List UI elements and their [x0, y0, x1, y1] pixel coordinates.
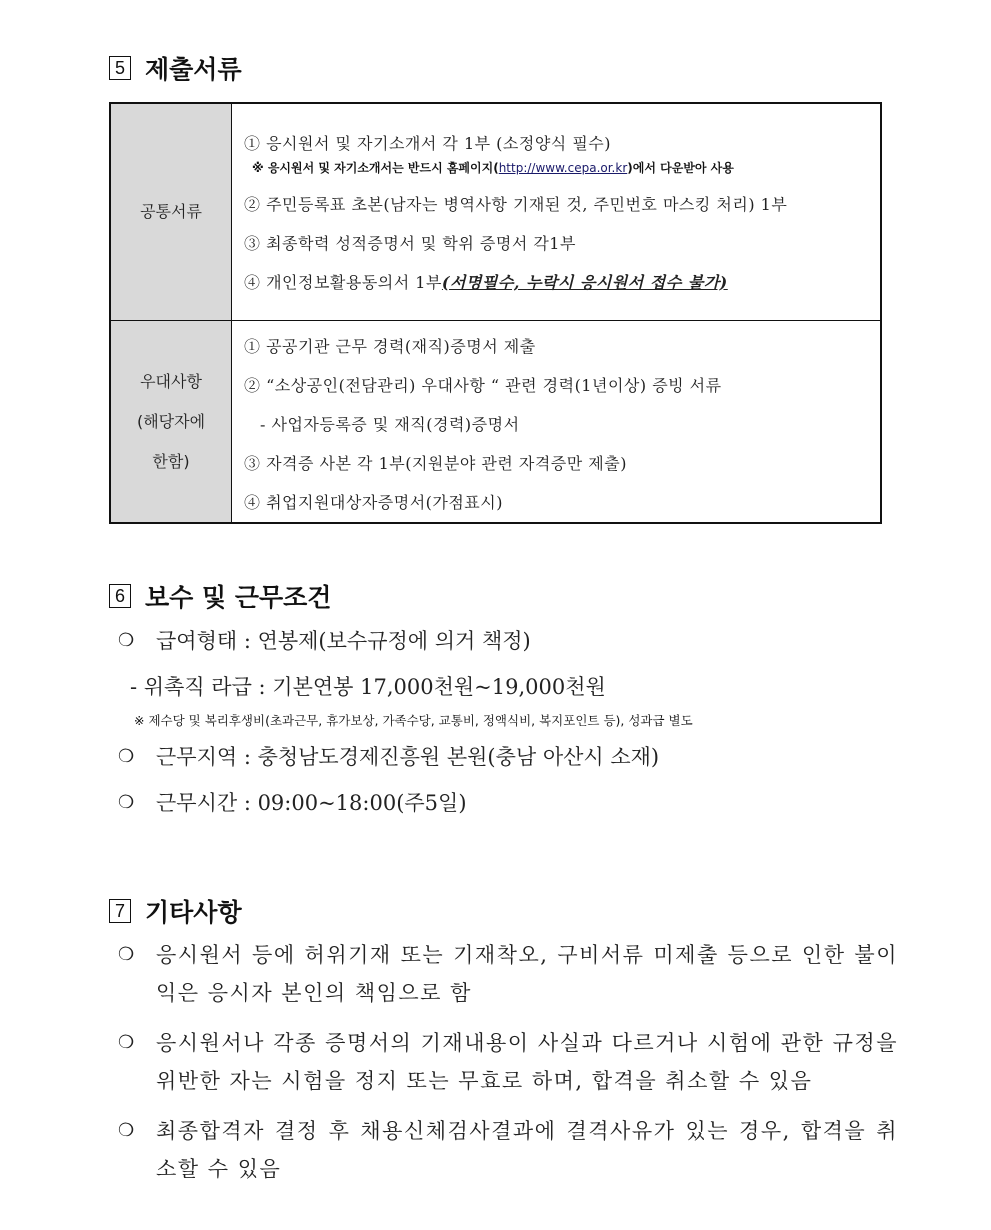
label-line: 우대사항 — [140, 371, 202, 391]
pay-type: 급여형태 : 연봉제(보수규정에 의거 책정) — [156, 629, 531, 653]
circle-bullet-icon: ❍ — [118, 630, 135, 651]
note-text: 응시원서나 각종 증명서의 기재내용이 사실과 다르거나 시험에 관한 규정을 위반한 자는 시험을 정지 또는 무효로 하며, 합격을 취소할 수 있음 — [156, 1031, 898, 1093]
row-label-preference — [110, 321, 232, 524]
list-item — [118, 1024, 898, 1100]
list-item — [118, 668, 898, 706]
work-hours: 근무시간 : 09:00~18:00(주5일) — [156, 791, 467, 815]
circle-bullet-icon: ❍ — [118, 1120, 135, 1141]
list-item — [118, 738, 898, 776]
section-title: 기타사항 — [145, 898, 242, 927]
list-item: ② 주민등록표 초본(남자는 병역사항 기재된 것, 주민번호 마스킹 처리) 1부 — [244, 194, 788, 214]
label-line: 한함) — [152, 451, 190, 471]
section-number: 5 — [109, 56, 131, 80]
list-item — [244, 263, 880, 302]
label-line: (해당자에 — [136, 411, 206, 431]
list-item — [118, 936, 898, 1012]
list-item: ② “소상공인(전담관리) 우대사항 “ 관련 경력(1년이상) 증빙 서류 — [244, 376, 722, 395]
list-item: ③ 자격증 사본 각 1부(지원분야 관련 자격증만 제출) — [244, 454, 627, 473]
work-location: 근무지역 : 충청남도경제진흥원 본원(충남 아산시 소재) — [156, 745, 660, 769]
allowance-note: ※ 제수당 및 복리후생비(초과근무, 휴가보상, 가족수당, 교통비, 정액식비, 복지포인트 등), 성과급 별도 — [134, 713, 693, 728]
circle-bullet-icon: ❍ — [118, 944, 135, 965]
list-item: ① 공공기관 근무 경력(재직)증명서 제출 — [244, 337, 536, 356]
section-number: 7 — [109, 899, 131, 923]
row-label-common: 공통서류 — [110, 103, 232, 321]
download-note — [244, 159, 880, 185]
section-title: 제출서류 — [145, 55, 242, 84]
circle-bullet-icon: ❍ — [118, 746, 135, 767]
section-title: 보수 및 근무조건 — [145, 583, 332, 612]
work-conditions — [118, 622, 898, 822]
grade-salary: - 위촉직 라급 : 기본연봉 17,000천원~19,000천원 — [130, 675, 606, 699]
item-text: ④ 개인정보활용동의서 1부 — [244, 272, 442, 292]
table-row — [110, 103, 881, 321]
list-item: ④ 취업지원대상자증명서(가점표시) — [244, 493, 503, 512]
homepage-link[interactable]: http://www.cepa.or.kr — [498, 160, 628, 175]
section-7-heading — [109, 893, 242, 929]
row-content-common — [232, 103, 882, 321]
note-text: 최종합격자 결정 후 채용신체검사결과에 결격사유가 있는 경우, 합격을 취소할 수 있음 — [156, 1119, 898, 1181]
table-row — [110, 321, 881, 524]
note-text: )에서 다운받아 사용 — [627, 160, 734, 175]
list-item: - 사업자등록증 및 재직(경력)증명서 — [260, 415, 520, 434]
circle-bullet-icon: ❍ — [118, 792, 135, 813]
note-text: ※ 응시원서 및 자기소개서는 반드시 홈페이지( — [252, 160, 499, 175]
section-6-heading — [109, 578, 331, 614]
circle-bullet-icon: ❍ — [118, 1032, 135, 1053]
section-number: 6 — [109, 584, 131, 608]
documents-table — [109, 102, 882, 524]
list-item — [118, 784, 898, 822]
list-item — [118, 622, 898, 660]
other-notes — [118, 936, 898, 1188]
section-5-heading — [109, 50, 242, 86]
required-signature-note: (서명필수, 누락시 응시원서 접수 불가) — [441, 272, 728, 292]
note-text: 응시원서 등에 허위기재 또는 기재착오, 구비서류 미제출 등으로 인한 불이익은 응시자 본인의 책임으로 함 — [156, 943, 898, 1005]
list-item: ③ 최종학력 성적증명서 및 학위 증명서 각1부 — [244, 233, 576, 253]
row-content-preference — [232, 321, 882, 524]
list-item: ① 응시원서 및 자기소개서 각 1부 (소정양식 필수) — [244, 133, 611, 153]
list-item — [118, 1112, 898, 1188]
